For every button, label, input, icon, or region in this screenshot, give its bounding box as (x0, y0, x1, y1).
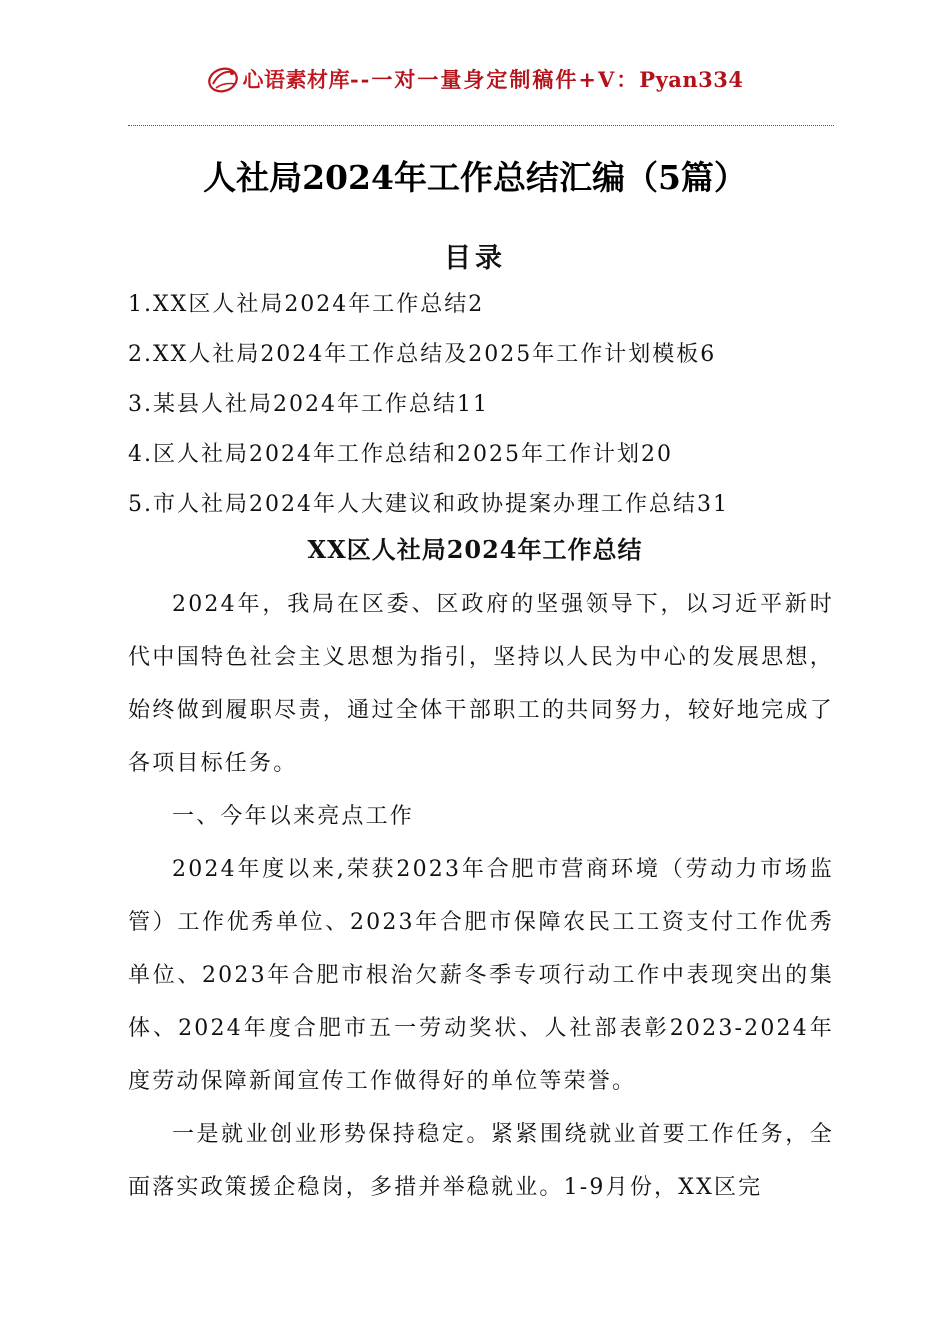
body-heading: 一、今年以来亮点工作 (172, 804, 415, 829)
body-paragraph: 2024年度以来,荣获2023年合肥市营商环境（劳动力市场监管）工作优秀单位、2023年合肥市保障农民工工资支付工作优秀单位、2023年合肥市根治欠薪冬季专项行动工作中表现突出的集体、2024年度合肥市五一劳动奖状、人社部表彰2023-2024年度劳动保障新闻宣传工作做得好的单位等荣誉。 (128, 857, 834, 1094)
body-paragraph: 2024年，我局在区委、区政府的坚强领导下，以习近平新时代中国特色社会主义思想为指引，坚持以人民为中心的发展思想，始终做到履职尽责，通过全体干部职工的共同努力，较好地完成了各项目标任务。 (128, 592, 834, 776)
body-paragraph: 一是就业创业形势保持稳定。紧紧围绕就业首要工作任务，全面落实政策援企稳岗，多措并举稳就业。1-9月份，XX区完 (128, 1122, 834, 1200)
header-slogan: --一对一量身定制稿件+V： (349, 67, 640, 92)
toc-title: 目录 (444, 243, 506, 274)
header-contact: Pyan334 (639, 67, 744, 92)
toc-item[interactable]: 5.市人社局2024年人大建议和政协提案办理工作总结31 (128, 492, 729, 517)
header-divider (128, 125, 834, 126)
page-header (0, 62, 950, 102)
document-body (128, 578, 834, 1214)
header-text (242, 64, 743, 94)
toc-item[interactable]: 1.XX区人社局2024年工作总结2 (128, 292, 485, 317)
brand-name: 心语素材库 (242, 67, 350, 92)
toc-item[interactable]: 4.区人社局2024年工作总结和2025年工作计划20 (128, 442, 673, 467)
toc-item[interactable]: 3.某县人社局2024年工作总结11 (128, 392, 489, 417)
table-of-contents (128, 280, 834, 530)
section-title: XX区人社局2024年工作总结 (307, 535, 643, 564)
document-title: 人社局2024年工作总结汇编（5篇） (203, 158, 747, 197)
brand-logo-icon (206, 62, 240, 96)
toc-item[interactable]: 2.XX人社局2024年工作总结及2025年工作计划模板6 (128, 342, 717, 367)
